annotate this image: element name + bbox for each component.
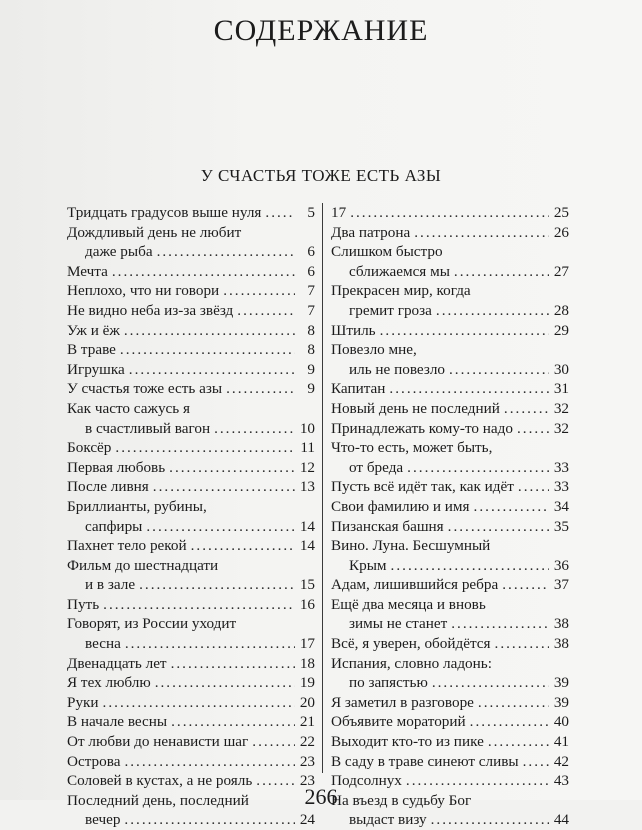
- toc-page-number: 44: [553, 811, 569, 829]
- toc-page-number: 36: [553, 556, 569, 574]
- toc-page-number: 39: [553, 693, 569, 711]
- toc-leader-dots: [223, 281, 295, 301]
- toc-page-number: 13: [299, 478, 315, 496]
- toc-leader-dots: [391, 556, 549, 576]
- toc-entry-title: сапфиры: [85, 517, 143, 535]
- toc-entry: [331, 242, 569, 281]
- toc-entry: [331, 732, 569, 752]
- toc-page-number: 25: [553, 204, 569, 221]
- toc-entry: [67, 497, 315, 536]
- toc-page-number: 23: [299, 772, 315, 790]
- toc-page-number: 10: [299, 419, 315, 437]
- toc-entry-title: Капитан: [331, 380, 386, 398]
- toc-leader-dots: [448, 517, 549, 537]
- toc-page-number: 22: [299, 733, 315, 751]
- toc-entry-title: Последний день, последний: [67, 791, 249, 809]
- toc-entry-title: Штиль: [331, 321, 376, 339]
- toc-entry-title: Говорят, из России уходит: [67, 615, 237, 633]
- toc-leader-dots: [155, 673, 295, 693]
- toc-entry-title: вечер: [85, 811, 121, 829]
- toc-entry: [331, 595, 569, 634]
- page-title: СОДЕРЖАНИЕ: [213, 14, 429, 48]
- toc-entry: [67, 399, 315, 438]
- toc-leader-dots: [112, 262, 295, 282]
- toc-leader-dots: [169, 458, 295, 478]
- toc-page-number: 17: [299, 635, 315, 653]
- toc-entry: [331, 340, 569, 379]
- toc-leader-dots: [488, 732, 549, 752]
- bleed-through-text: [150, 95, 155, 120]
- toc-leader-dots: [146, 517, 295, 537]
- toc-entry: [67, 654, 315, 674]
- toc-entry-title: Два патрона: [331, 223, 411, 241]
- toc-entry: [331, 517, 569, 537]
- toc-page-number: 23: [299, 752, 315, 770]
- toc-entry-title: Крым: [349, 556, 387, 574]
- toc-leader-dots: [115, 438, 295, 458]
- toc-entry-title: Пизанская башня: [331, 517, 444, 535]
- toc-page-number: 16: [299, 595, 315, 613]
- toc-leader-dots: [449, 360, 549, 380]
- toc-entry-title: Мечта: [67, 262, 108, 280]
- toc-page-number: 38: [553, 615, 569, 633]
- toc-entry-title: Не видно неба из-за звёзд: [67, 301, 234, 319]
- toc-entry-title: Адам, лишившийся ребра: [331, 576, 499, 594]
- toc-page-number: 26: [553, 223, 569, 241]
- toc-leader-dots: [103, 693, 295, 713]
- toc-leader-dots: [171, 654, 295, 674]
- toc-entry: [331, 634, 569, 654]
- toc-entry-title: Слишком быстро: [331, 243, 443, 261]
- toc-leader-dots: [470, 712, 549, 732]
- toc-entry-title: Путь: [67, 595, 100, 613]
- toc-leader-dots: [478, 693, 549, 713]
- toc-entry: [67, 360, 315, 380]
- toc-leader-dots: [226, 379, 295, 399]
- toc-entry-title: по запястью: [349, 674, 428, 692]
- toc-page-number: 6: [307, 243, 315, 261]
- toc-entry: [331, 575, 569, 595]
- toc-entry-title: Выходит кто-то из пике: [331, 733, 484, 751]
- toc-page-number: 41: [553, 733, 569, 751]
- toc-entry-title: 17: [331, 204, 347, 221]
- toc-leader-dots: [124, 321, 295, 341]
- toc-entry-title: от бреда: [349, 458, 404, 476]
- toc-leader-dots: [124, 752, 295, 772]
- toc-leader-dots: [414, 223, 549, 243]
- toc-entry: [67, 340, 315, 360]
- toc-entry-title: Игрушка: [67, 360, 125, 378]
- toc-page-number: 7: [307, 282, 315, 300]
- toc-page-number: 6: [307, 262, 315, 280]
- toc-entry-title: зимы не станет: [349, 615, 448, 633]
- toc-leader-dots: [436, 301, 549, 321]
- toc-leader-dots: [171, 712, 295, 732]
- toc-leader-dots: [153, 477, 295, 497]
- toc-entry: [331, 438, 569, 477]
- toc-entry: [67, 595, 315, 615]
- toc-leader-dots: [517, 419, 549, 439]
- toc-entry: [331, 203, 569, 223]
- toc-entry-title: Острова: [67, 752, 121, 770]
- toc-leader-dots: [451, 614, 549, 634]
- toc-entry: [67, 262, 315, 282]
- toc-leader-dots: [523, 752, 549, 772]
- toc-leader-dots: [474, 497, 549, 517]
- toc-entry: [331, 321, 569, 341]
- toc-entry-title: Пусть всё идёт так, как идёт: [331, 478, 514, 496]
- toc-entry: [67, 477, 315, 497]
- toc-entry: [331, 536, 569, 575]
- toc-page-number: 42: [553, 752, 569, 770]
- toc-leader-dots: [103, 595, 295, 615]
- toc-entry-title: Боксёр: [67, 439, 112, 457]
- toc-entry-title: Что-то есть, может быть,: [331, 439, 493, 457]
- toc-entry-title: даже рыба: [85, 243, 153, 261]
- toc-entry-title: Двенадцать лет: [67, 654, 167, 672]
- toc-entry: [331, 223, 569, 243]
- toc-entry-title: выдаст визу: [349, 811, 427, 829]
- toc-page-number: 33: [553, 478, 569, 496]
- toc-page-number: 35: [553, 517, 569, 535]
- toc-page-number: 11: [300, 439, 315, 457]
- toc-leader-dots: [125, 634, 295, 654]
- toc-entry-title: иль не повезло: [349, 360, 445, 378]
- toc-entry: [331, 419, 569, 439]
- toc-entry: [67, 673, 315, 693]
- toc-entry-title: Тридцать градусов выше нуля: [67, 204, 262, 221]
- toc-entry-title: Бриллианты, рубины,: [67, 497, 207, 515]
- toc-entry-title: В начале весны: [67, 713, 168, 731]
- toc-entry: [67, 321, 315, 341]
- toc-column-left: [67, 203, 315, 830]
- toc-page-number: 18: [299, 654, 315, 672]
- toc-entry-title: Первая любовь: [67, 458, 166, 476]
- toc-entry-title: Соловей в кустах, а не рояль: [67, 772, 253, 790]
- toc-page-number: 30: [553, 360, 569, 378]
- toc-page-number: 34: [553, 497, 569, 515]
- toc-entry-title: От любви до ненависти шаг: [67, 733, 249, 751]
- toc-leader-dots: [139, 575, 295, 595]
- toc-entry: [67, 614, 315, 653]
- toc-page-number: 33: [553, 458, 569, 476]
- toc-entry-title: гремит гроза: [349, 301, 432, 319]
- toc-entry-title: сближаемся мы: [349, 262, 450, 280]
- toc-entry-title: Всё, я уверен, обойдётся: [331, 635, 491, 653]
- toc-entry-title: В траве: [67, 341, 116, 359]
- toc-page-number: 43: [553, 772, 569, 790]
- toc-page-number: 27: [553, 262, 569, 280]
- toc-leader-dots: [120, 340, 295, 360]
- toc-entry-title: Уж и ёж: [67, 321, 120, 339]
- toc-entry: [331, 399, 569, 419]
- toc-leader-dots: [518, 477, 549, 497]
- toc-entry-title: Как часто сажусь я: [67, 399, 190, 417]
- toc-leader-dots: [191, 536, 295, 556]
- toc-page-number: 15: [299, 576, 315, 594]
- toc-page-number: 7: [307, 301, 315, 319]
- toc-page-number: 9: [307, 360, 315, 378]
- toc-entry: [67, 712, 315, 732]
- toc-entry: [331, 712, 569, 732]
- toc-entry-title: После ливня: [67, 478, 149, 496]
- toc-entry: [67, 536, 315, 556]
- toc-leader-dots: [157, 242, 295, 262]
- toc-entry-title: Ещё два месяца и вновь: [331, 595, 486, 613]
- toc-entry: [67, 223, 315, 262]
- toc-entry-title: Я тех люблю: [67, 674, 151, 692]
- toc-entry-title: Прекрасен мир, когда: [331, 282, 471, 300]
- toc-page-number: 28: [553, 301, 569, 319]
- toc-page-number: 32: [553, 399, 569, 417]
- toc-entry-title: У счастья тоже есть азы: [67, 380, 223, 398]
- toc-entry: [331, 379, 569, 399]
- toc-page-number: 20: [299, 693, 315, 711]
- toc-page-number: 38: [553, 635, 569, 653]
- toc-page-number: 14: [299, 517, 315, 535]
- toc-entry-title: Принадлежать кому-то надо: [331, 419, 513, 437]
- toc-entry: [67, 203, 315, 223]
- toc-entry: [331, 693, 569, 713]
- toc-entry-title: Повезло мне,: [331, 341, 417, 359]
- toc-leader-dots: [432, 673, 549, 693]
- toc-leader-dots: [495, 634, 549, 654]
- toc-column-right: [331, 203, 569, 830]
- toc-entry-title: весна: [85, 635, 121, 653]
- toc-entry: [331, 477, 569, 497]
- toc-leader-dots: [124, 810, 295, 830]
- toc-leader-dots: [454, 262, 549, 282]
- toc-entry-title: Я заметил в разговоре: [331, 693, 474, 711]
- toc-entry-title: Подсолнух: [331, 772, 402, 790]
- toc-entry: [67, 693, 315, 713]
- toc-entry: [67, 301, 315, 321]
- toc-leader-dots: [129, 360, 295, 380]
- toc-entry: [331, 752, 569, 772]
- toc-page-number: 39: [553, 674, 569, 692]
- toc-page-number: 31: [553, 380, 569, 398]
- section-heading: У СЧАСТЬЯ ТОЖЕ ЕСТЬ АЗЫ: [200, 166, 442, 185]
- toc-entry-title: Руки: [67, 693, 99, 711]
- toc-entry-title: Новый день не последний: [331, 399, 500, 417]
- toc-entry: [67, 379, 315, 399]
- toc-entry: [67, 732, 315, 752]
- toc-leader-dots: [407, 458, 549, 478]
- toc-entry: [67, 556, 315, 595]
- toc-entry-title: и в зале: [85, 576, 136, 594]
- toc-page-number: 8: [307, 341, 315, 359]
- toc-leader-dots: [431, 810, 549, 830]
- toc-leader-dots: [237, 301, 295, 321]
- toc-entry: [331, 281, 569, 320]
- toc-page-number: 21: [299, 713, 315, 731]
- toc-entry: [331, 497, 569, 517]
- toc-page-number: 37: [553, 576, 569, 594]
- toc-entry-title: Неплохо, что ни говори: [67, 282, 220, 300]
- column-divider: [322, 203, 323, 773]
- toc-leader-dots: [504, 399, 549, 419]
- toc-entry: [67, 752, 315, 772]
- toc-page-number: 32: [553, 419, 569, 437]
- toc-entry-title: Пахнет тело рекой: [67, 537, 187, 555]
- toc-page-number: 12: [299, 458, 315, 476]
- toc-entry-title: Испания, словно ладонь:: [331, 654, 492, 672]
- toc-entry-title: Вино. Луна. Бесшумный: [331, 537, 491, 555]
- toc-entry-title: Свои фамилию и имя: [331, 497, 470, 515]
- toc-page-number: 5: [307, 204, 315, 221]
- toc-entry-title: В саду в траве синеют сливы: [331, 752, 519, 770]
- toc-page-number: 40: [553, 713, 569, 731]
- toc-page-number: 14: [299, 537, 315, 555]
- toc-leader-dots: [502, 575, 549, 595]
- toc-entry-title: в счастливый вагон: [85, 419, 211, 437]
- toc-entry-title: На въезд в судьбу Бог: [331, 791, 472, 809]
- toc-entry: [67, 281, 315, 301]
- toc-entry-title: Объявите мораторий: [331, 713, 466, 731]
- toc-leader-dots: [214, 419, 295, 439]
- toc-leader-dots: [380, 321, 549, 341]
- toc-page-number: 9: [307, 380, 315, 398]
- toc-page-number: 19: [299, 674, 315, 692]
- toc-entry-title: Дождливый день не любит: [67, 223, 242, 241]
- toc-entry: [331, 654, 569, 693]
- toc-page-number: 29: [553, 321, 569, 339]
- toc-leader-dots: [389, 379, 549, 399]
- toc-entry: [67, 458, 315, 478]
- toc-leader-dots: [252, 732, 295, 752]
- toc-leader-dots: [350, 203, 549, 223]
- page-number: 266: [304, 784, 338, 809]
- toc-page-number: 8: [307, 321, 315, 339]
- toc-leader-dots: [265, 203, 295, 223]
- toc-entry: [67, 438, 315, 458]
- toc-page-number: 24: [299, 811, 315, 829]
- toc-entry-title: Фильм до шестнадцати: [67, 556, 219, 574]
